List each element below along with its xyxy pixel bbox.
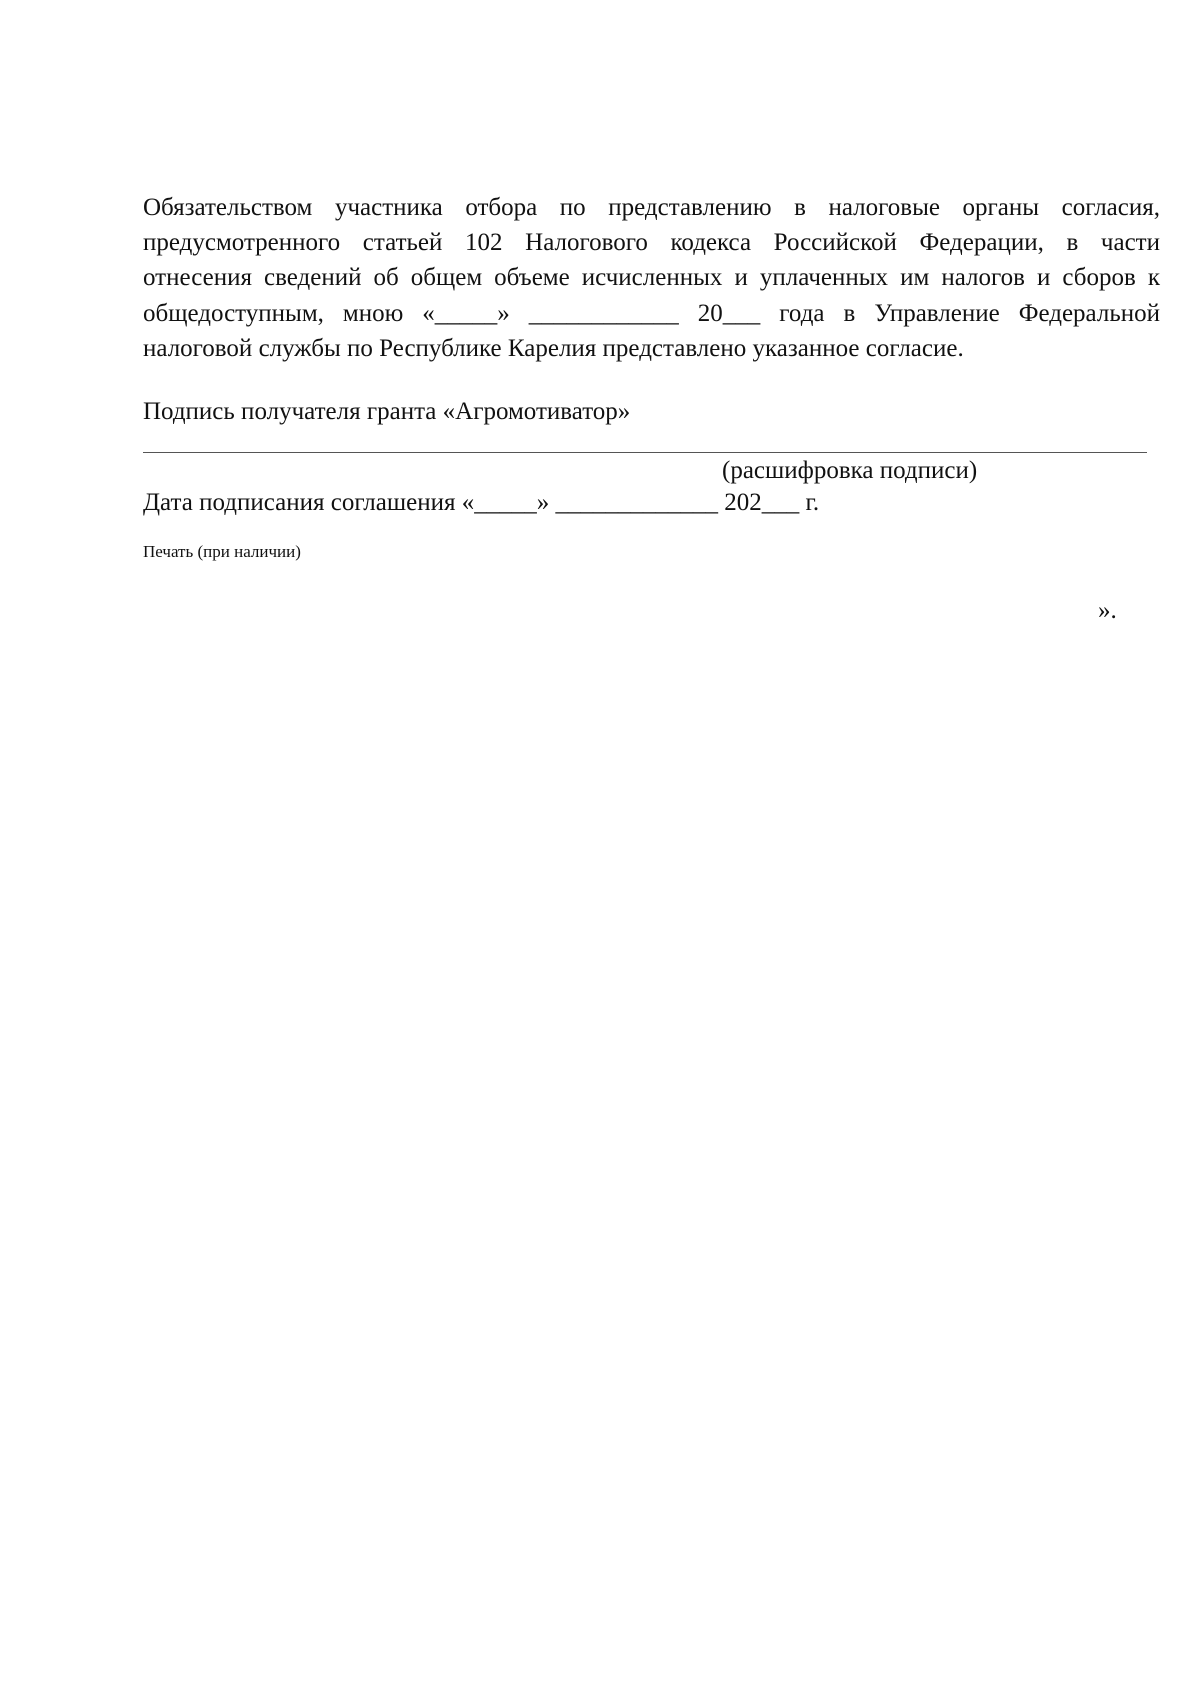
closing-quote: ». bbox=[1098, 597, 1117, 624]
signature-caption: (расшифровка подписи) bbox=[722, 457, 978, 484]
consent-paragraph bbox=[143, 190, 1160, 366]
signature-label: Подпись получателя гранта «Агромотиватор» bbox=[143, 398, 631, 425]
signature-line bbox=[143, 452, 1147, 453]
paragraph-line: отнесения сведений об общем объеме исчисленных и уплаченных им налогов и сборов к bbox=[143, 264, 1160, 292]
paragraph-line: Обязательством участника отбора по представлению в налоговые органы согласия, bbox=[143, 194, 1160, 221]
stamp-note: Печать (при наличии) bbox=[143, 542, 301, 561]
paragraph-line: общедоступным, мною «_____» ____________ 20___ года в Управление Федеральной bbox=[143, 299, 1160, 327]
paragraph-line: предусмотренного статьей 102 Налогового кодекса Российской Федерации, в части bbox=[143, 229, 1160, 257]
paragraph-line: налоговой службы по Республике Карелия представлено указанное согласие. bbox=[143, 334, 964, 362]
signing-date-line: Дата подписания соглашения «_____» _____________ 202___ г. bbox=[143, 489, 820, 516]
